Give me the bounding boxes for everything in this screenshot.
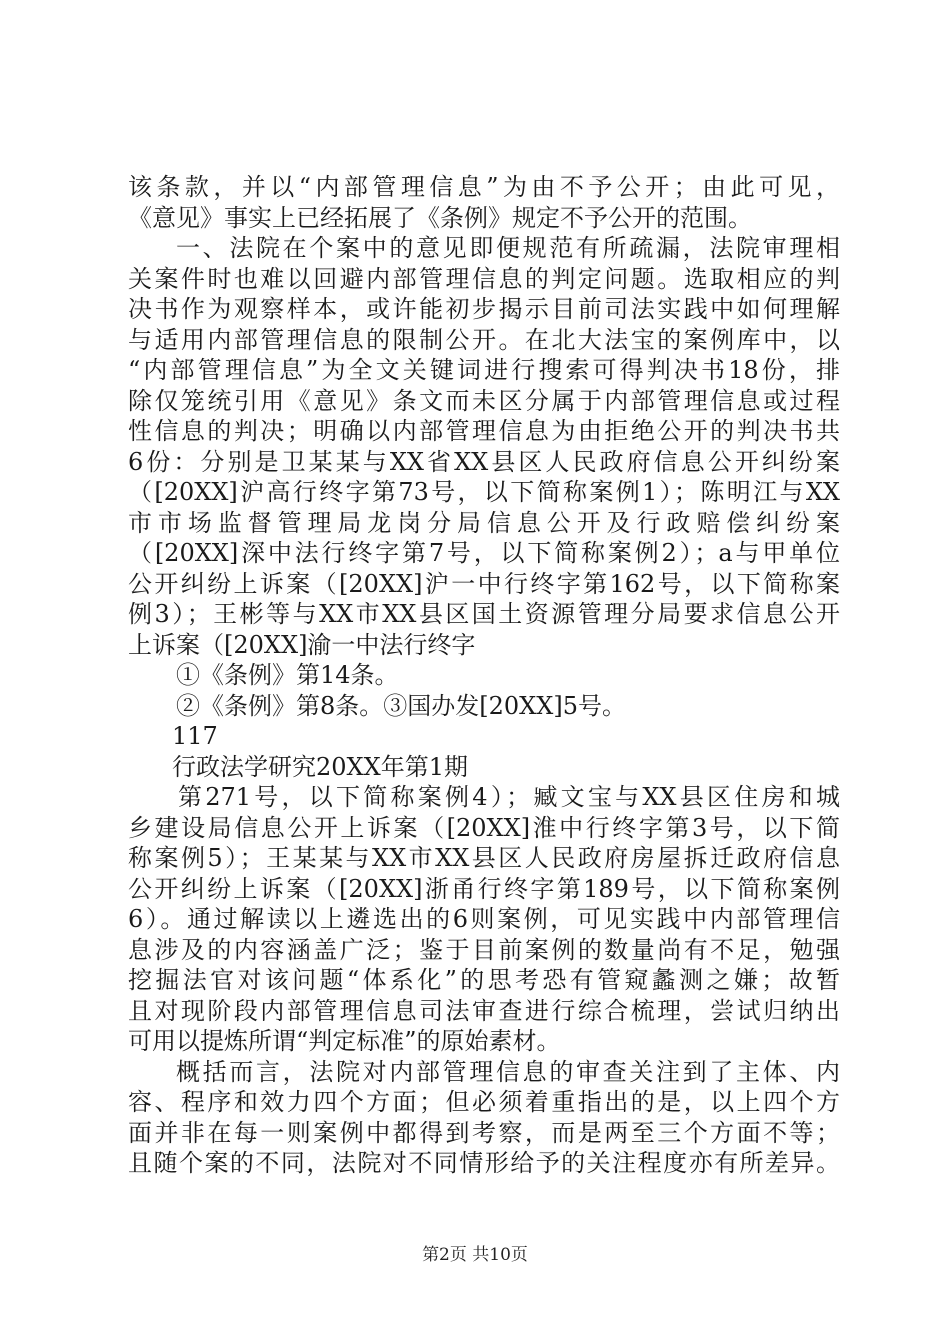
text-line: 与适用内部管理信息的限制公开。在北大法宝的案例库中，以 (128, 325, 840, 354)
text-line: （[20XX]深中法行终字第7号，以下简称案例2）；a与甲单位 (128, 539, 840, 567)
text-line: 可用以提炼所谓“判定标准”的原始素材。 (128, 1027, 561, 1055)
text-line: （[20XX]沪高行终字第73号，以下简称案例1）；陈明江与XX (128, 478, 840, 506)
text-line: “内部管理信息”为全文关键词进行搜索可得判决书18份，排 (128, 356, 840, 384)
text-line: 6份：分别是卫某某与XX省XX县区人民政府信息公开纠纷案 (128, 447, 840, 476)
journal-header-line: 行政法学研究20XX年第1期 (172, 752, 468, 781)
text-line: 性信息的判决；明确以内部管理信息为由拒绝公开的判决书共 (128, 417, 840, 445)
text-line: 决书作为观察样本，或许能初步揭示目前司法实践中如何理解 (128, 295, 840, 323)
text-line: 6）。通过解读以上遴选出的6则案例，可见实践中内部管理信 (128, 905, 840, 933)
page-number-inline: 117 (172, 722, 218, 750)
footnote-line: ②《条例》第8条。③国办发[20XX]5号。 (176, 691, 626, 720)
text-line: 关案件时也难以回避内部管理信息的判定问题。选取相应的判 (128, 264, 840, 293)
text-line: 且随个案的不同，法院对不同情形给予的关注程度亦有所差异。 (128, 1149, 840, 1177)
text-line: 第271号，以下简称案例4）；臧文宝与XX县区住房和城 (178, 783, 840, 811)
text-line: 上诉案（[20XX]渝一中法行终字 (128, 630, 476, 659)
text-line: 容、程序和效力四个方面；但必须着重指出的是，以上四个方 (128, 1088, 840, 1116)
text-line: 《意见》事实上已经拓展了《条例》规定不予公开的范围。 (128, 203, 752, 232)
section-heading-line: 一、法院在个案中的意见即便规范有所疏漏，法院审理相 (176, 234, 840, 262)
text-line: 公开纠纷上诉案（[20XX]沪一中行终字第162号，以下简称案 (128, 569, 840, 598)
text-line: 市市场监督管理局龙岗分局信息公开及行政赔偿纠纷案 (128, 508, 840, 537)
page-footer: 第2页 共10页 (422, 1245, 528, 1265)
paragraph-start-line: 概括而言，法院对内部管理信息的审查关注到了主体、内 (176, 1057, 840, 1086)
document-body (128, 172, 840, 1179)
text-line: 公开纠纷上诉案（[20XX]浙甬行终字第189号，以下简称案例 (128, 874, 840, 903)
text-line: 且对现阶段内部管理信息司法审查进行综合梳理，尝试归纳出 (128, 996, 840, 1025)
footnote-line: ①《条例》第14条。 (176, 661, 399, 689)
text-line: 乡建设局信息公开上诉案（[20XX]淮中行终字第3号，以下简 (128, 813, 840, 842)
text-line: 称案例5）；王某某与XX市XX县区人民政府房屋拆迁政府信息 (128, 844, 840, 872)
text-line: 息涉及的内容涵盖广泛；鉴于目前案例的数量尚有不足，勉强 (128, 935, 840, 964)
text-line: 例3）；王彬等与XX市XX县区国土资源管理分局要求信息公开 (128, 600, 840, 628)
text-line: 除仅笼统引用《意见》条文而未区分属于内部管理信息或过程 (128, 386, 840, 415)
text-line: 该条款，并以“内部管理信息”为由不予公开；由此可见， (128, 173, 840, 201)
text-line: 面并非在每一则案例中都得到考察，而是两至三个方面不等； (128, 1118, 840, 1147)
text-line: 挖掘法官对该问题“体系化”的思考恐有管窥蠡测之嫌；故暂 (128, 966, 840, 994)
